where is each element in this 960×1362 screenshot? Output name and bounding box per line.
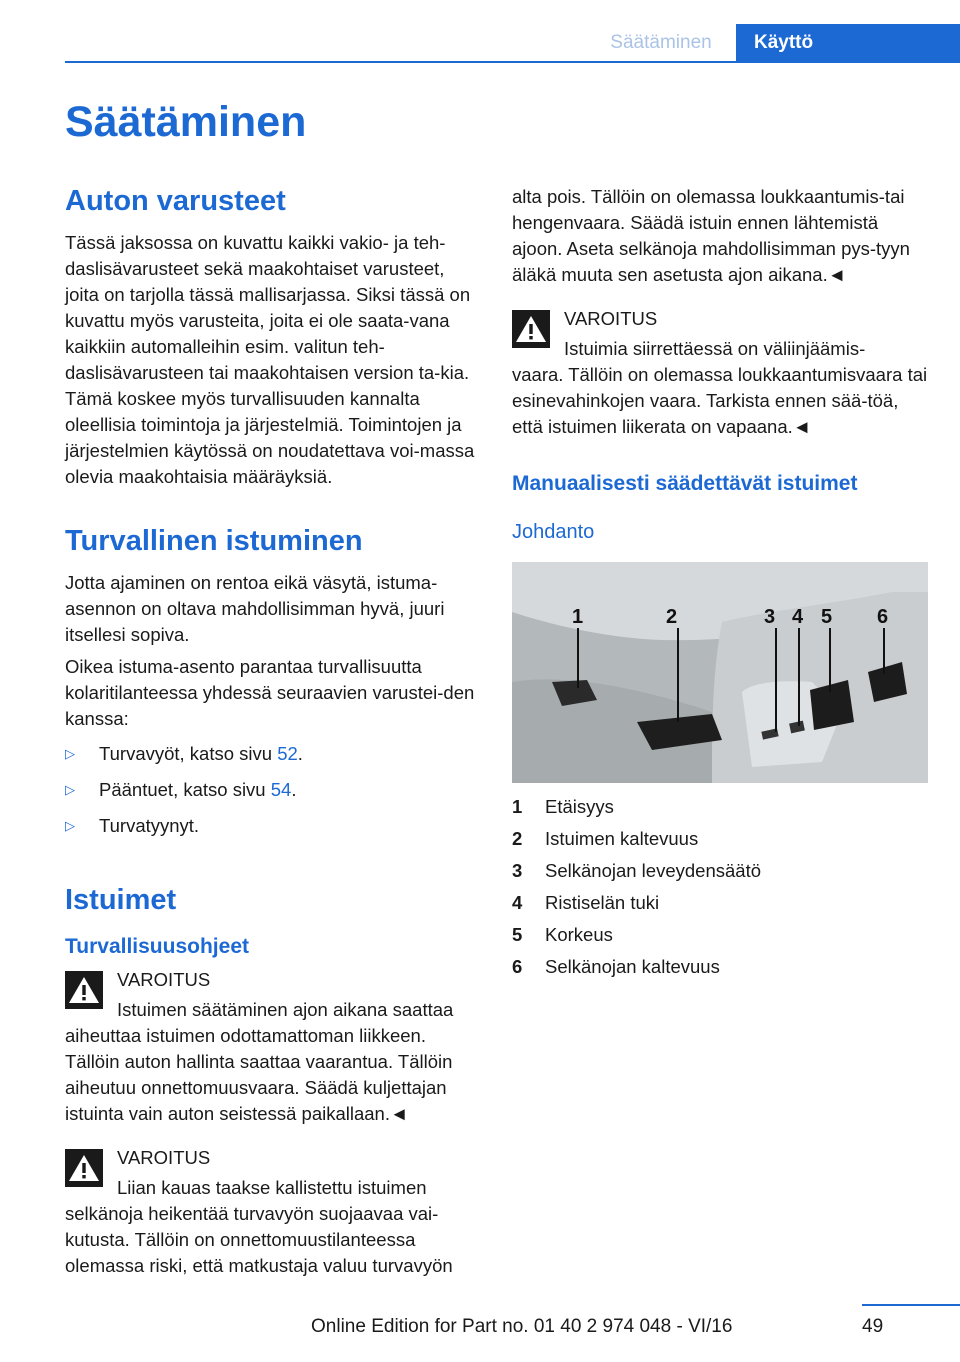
triangle-bullet-icon: ▷ [65, 746, 75, 761]
footer-rule [862, 1304, 960, 1306]
warning-icon [65, 1149, 103, 1187]
page-link[interactable]: 52 [277, 743, 298, 764]
legend-number: 5 [512, 924, 523, 945]
figure-legend [512, 791, 928, 983]
figure-callout: 2 [666, 606, 678, 628]
bullet-text: Turvavyöt, katso sivu [99, 743, 278, 764]
bullet-suffix: . [291, 779, 297, 800]
heading-safety-notes: Turvallisuusohjeet [65, 935, 249, 958]
legend-item [512, 951, 928, 983]
list-item [65, 813, 478, 839]
figure-callout: 5 [821, 606, 833, 628]
legend-number: 2 [512, 828, 523, 849]
page-title: Säätäminen [65, 98, 307, 146]
warning-text-first: Istuimia siirrettäessä on väliinjäämis- [564, 338, 866, 359]
triangle-bullet-icon: ▷ [65, 818, 75, 833]
heading-manual-seats: Manuaalisesti säädettävät istuimet [512, 472, 858, 495]
list-item [65, 777, 478, 803]
legend-number: 3 [512, 860, 523, 881]
legend-label: Ristiselän tuki [545, 892, 660, 913]
legend-label: Etäisyys [545, 796, 614, 817]
header-chapter-tab[interactable]: Käyttö [736, 24, 960, 61]
paragraph-continued: alta pois. Tällöin on olemassa loukkaantumis-tai hengenvaara. Säädä istuin ennen lähtemistä ajoon. Aseta selkänoja mahdollisimman pys-tyyn äläkä muuta sen asetusta ajon aikana.◄ [512, 186, 910, 285]
page-number: 49 [862, 1316, 884, 1337]
legend-label: Istuimen kaltevuus [545, 828, 699, 849]
paragraph-equipment: Tässä jaksossa on kuvattu kaikki vakio- ja teh-daslisävarusteet sekä maakohtaiset varusteet, joita on tarjolla tässä mallisarjassa. Siksi tässä on kuvattu myös varusteita, joita ei ole saata-vana kaikkiin automalleihin esim. valitun teh-daslisävarusteen tai maakohtaisen version ta-kia. Tämä koskee myös turvallisuuden kannalta oleellisia toimintoja ja järjestelmiä. Toimintojen ja järjestelmien käytössä on noudatettava voi-massa olevia maakohtaisia määräyksiä. [65, 232, 475, 487]
legend-number: 4 [512, 892, 523, 913]
bullet-text: Turvatyynyt. [99, 815, 200, 836]
warning-text: vaara. Tällöin on olemassa loukkaantumisvaara tai esinevahinkojen vaara. Tarkista ennen sää-töä, että istuimen liikerata on vapaana.◄ [512, 364, 928, 437]
warning-block [512, 306, 928, 440]
heading-seats: Istuimet [65, 884, 177, 916]
legend-label: Korkeus [545, 924, 613, 945]
warning-icon [65, 971, 103, 1009]
warning-text-first: Liian kauas taakse kallistettu istuimen [117, 1177, 427, 1198]
header-rule [65, 61, 960, 63]
bullet-text: Pääntuet, katso sivu [99, 779, 271, 800]
paragraph-safe-2: Oikea istuma-asento parantaa turvallisuutta kolaritilanteessa yhdessä seuraavien varustei-den kanssa: [65, 656, 475, 729]
legend-item [512, 919, 928, 951]
figure-callout: 6 [877, 606, 889, 628]
legend-item [512, 791, 928, 823]
left-column [65, 182, 478, 1279]
heading-safe-sitting: Turvallinen istuminen [65, 525, 363, 557]
heading-equipment: Auton varusteet [65, 185, 286, 217]
legend-label: Selkänojan kaltevuus [545, 956, 720, 977]
bullet-list [65, 741, 478, 839]
warning-icon [512, 310, 550, 348]
legend-label: Selkänojan leveydensäätö [545, 860, 761, 881]
figure-callout: 4 [792, 606, 804, 628]
legend-number: 6 [512, 956, 523, 977]
bullet-suffix: . [297, 743, 303, 764]
warning-block [65, 1145, 478, 1279]
warning-title: VAROITUS [117, 1147, 211, 1168]
legend-number: 1 [512, 796, 523, 817]
triangle-bullet-icon: ▷ [65, 782, 75, 797]
legend-item [512, 823, 928, 855]
figure-callout: 3 [764, 606, 776, 628]
legend-item [512, 887, 928, 919]
legend-item [512, 855, 928, 887]
page-link[interactable]: 54 [270, 779, 292, 800]
right-column [512, 184, 928, 983]
warning-text: aiheuttaa istuimen odottamattoman liikkeen. Tällöin auton hallinta saattaa vaarantua. Tällöin aiheutuu onnettomuusvaara. Säädä kuljettajan istuinta vain auton seistessä paikallaan.◄ [65, 1025, 453, 1124]
header-section-tab[interactable]: Säätäminen [610, 32, 712, 53]
seat-controls-figure [512, 562, 928, 783]
heading-introduction: Johdanto [512, 521, 595, 543]
warning-text: selkänoja heikentää turvavyön suojaavaa vai-kutusta. Tällöin on onnettomuustilanteessa olemassa riski, että matkustaja valuu turvavyön [65, 1203, 453, 1276]
list-item [65, 741, 478, 767]
warning-title: VAROITUS [117, 969, 211, 990]
figure-callout: 1 [572, 606, 584, 628]
paragraph-safe-1: Jotta ajaminen on rentoa eikä väsytä, istuma-asennon on oltava mahdollisimman hyvä, juuri itsellesi sopiva. [65, 572, 445, 645]
warning-block [65, 967, 478, 1127]
edition-note: Online Edition for Part no. 01 40 2 974 048 - VI/16 [311, 1316, 733, 1337]
warning-title: VAROITUS [564, 308, 658, 329]
warning-text-first: Istuimen säätäminen ajon aikana saattaa [117, 999, 454, 1020]
seat-illustration [512, 562, 928, 783]
